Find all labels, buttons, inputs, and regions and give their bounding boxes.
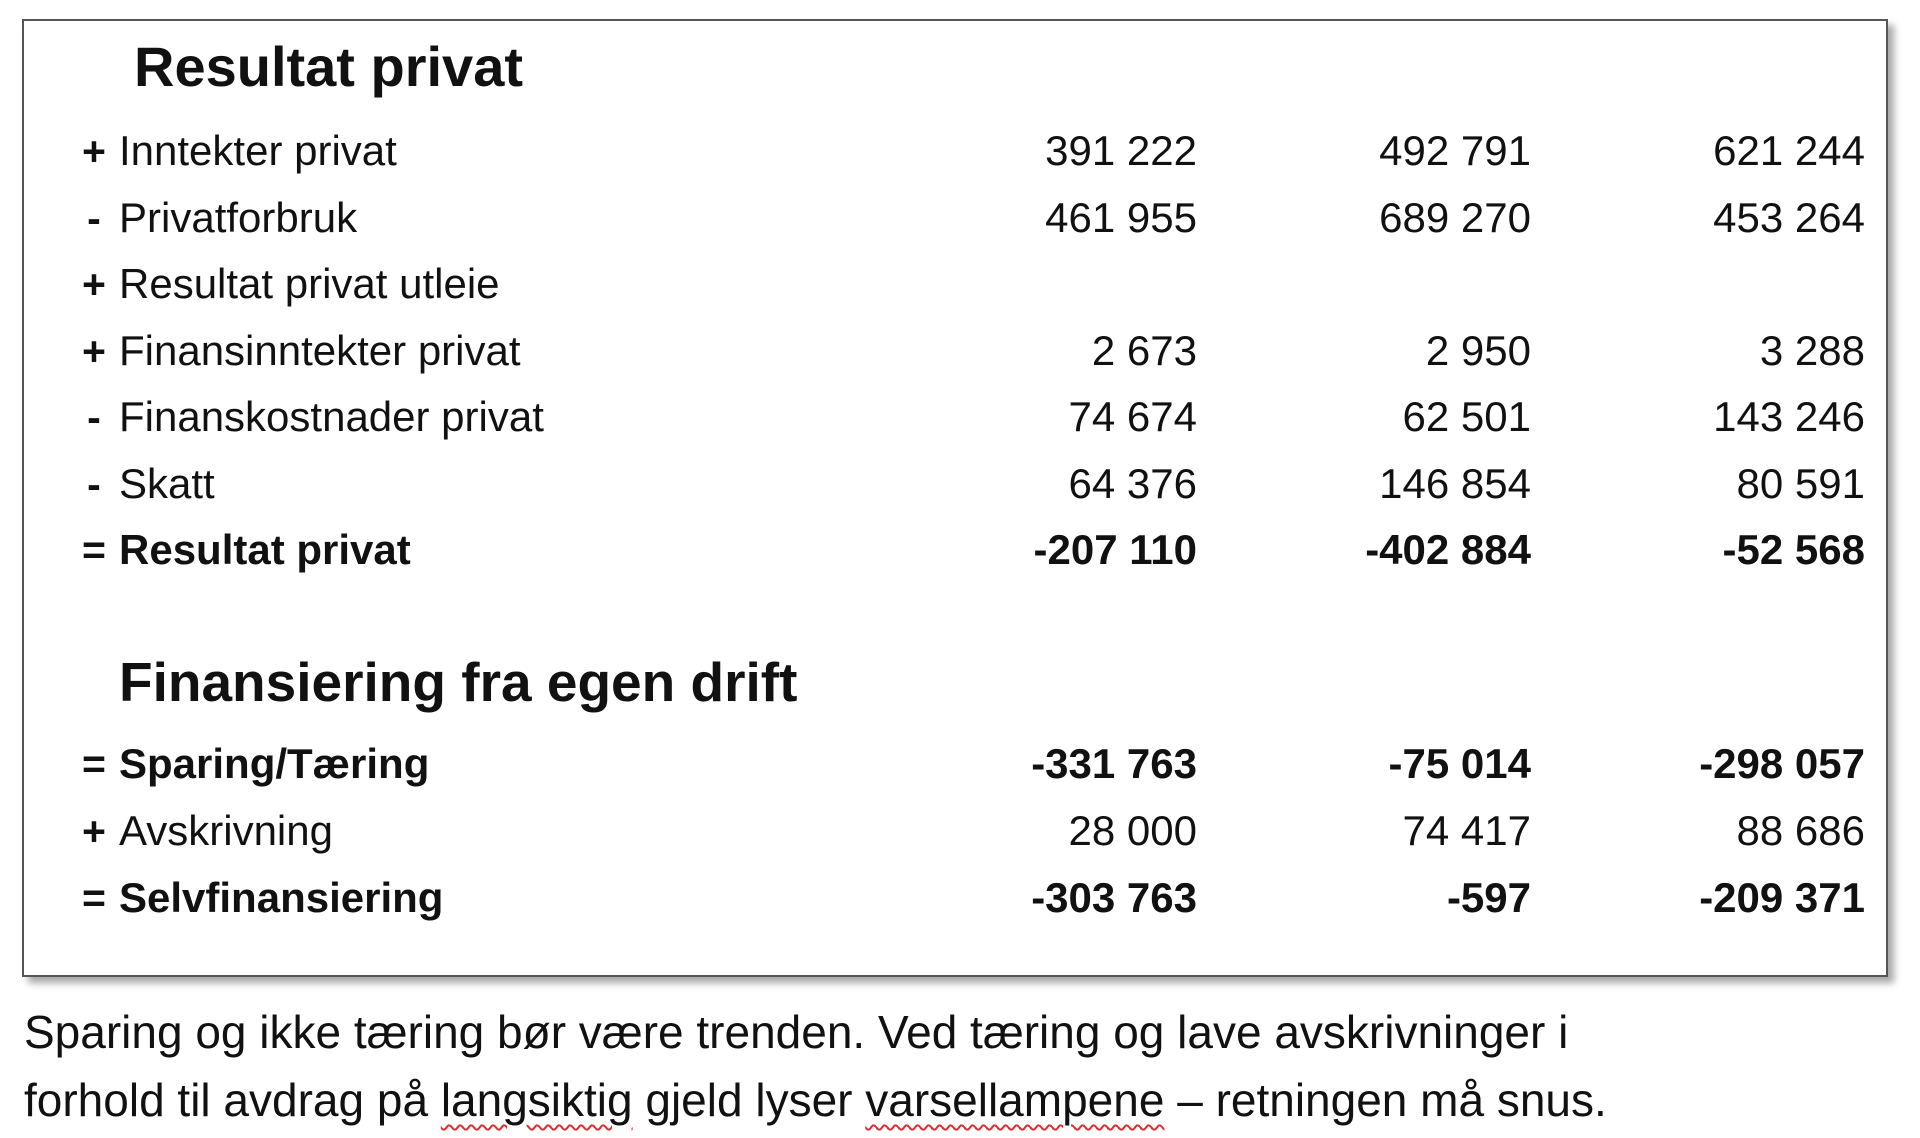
- table-row-total: [24, 734, 1886, 794]
- table-row: [24, 801, 1886, 861]
- row-value-col2: 146 854: [1379, 460, 1531, 507]
- row-value-col1: 64 376: [1068, 460, 1197, 507]
- row-label: Avskrivning: [119, 807, 333, 854]
- row-value-col2: 2 950: [1425, 327, 1531, 374]
- row-sign: =: [82, 527, 106, 573]
- row-value-col3: 80 591: [1736, 460, 1865, 507]
- table-row-total: [24, 520, 1886, 580]
- row-value-col1: -207 110: [1033, 526, 1197, 573]
- row-value-col1: 28 000: [1068, 807, 1197, 854]
- spellcheck-word: varsellampene: [865, 1074, 1165, 1126]
- row-value-col3: 621 244: [1713, 127, 1865, 174]
- row-sign: +: [82, 128, 106, 174]
- row-label: Skatt: [119, 460, 215, 507]
- row-value-col2: 74 417: [1402, 807, 1531, 854]
- table-row: [24, 121, 1886, 181]
- row-value-col2: -597: [1446, 874, 1531, 921]
- section-title-finansiering: Finansiering fra egen drift: [119, 651, 798, 713]
- caption-line-1: Sparing og ikke tæring bør være trenden. Ved tæring og lave avskrivninger i: [24, 1006, 1569, 1058]
- row-value-col2: 62 501: [1402, 393, 1531, 440]
- row-value-col3: 453 264: [1713, 194, 1865, 241]
- row-label: Selvfinansiering: [119, 874, 444, 921]
- row-sign: +: [82, 808, 106, 854]
- caption-line-2: [24, 1066, 1607, 1134]
- row-value-col2: -75 014: [1388, 740, 1531, 787]
- row-value-col1: 461 955: [1045, 194, 1197, 241]
- row-value-col2: 689 270: [1379, 194, 1531, 241]
- row-value-col3: 143 246: [1713, 393, 1865, 440]
- row-value-col3: -298 057: [1699, 740, 1865, 787]
- caption-segment: forhold til avdrag på: [24, 1074, 441, 1126]
- row-label: Sparing/Tæring: [119, 740, 430, 787]
- financial-summary-panel: [22, 19, 1888, 977]
- table-row: [24, 387, 1886, 447]
- table-row: [24, 254, 1886, 314]
- row-label: Privatforbruk: [119, 194, 358, 241]
- section-title-resultat-privat: Resultat privat: [134, 35, 523, 98]
- row-value-col3: 3 288: [1759, 327, 1865, 374]
- row-value-col2: -402 884: [1365, 526, 1531, 573]
- row-label: Resultat privat utleie: [119, 260, 500, 307]
- row-value-col1: 2 673: [1091, 327, 1197, 374]
- row-value-col1: 74 674: [1068, 393, 1197, 440]
- spellcheck-word: langsiktig: [440, 1074, 633, 1126]
- row-label: Finanskostnader privat: [119, 393, 544, 440]
- row-sign: =: [82, 875, 106, 921]
- row-value-col3: -209 371: [1699, 874, 1865, 921]
- row-value-col1: -303 763: [1031, 874, 1197, 921]
- table-row: [24, 188, 1886, 248]
- row-sign: -: [87, 195, 101, 241]
- row-label: Inntekter privat: [119, 127, 397, 174]
- table-row: [24, 454, 1886, 514]
- table-row-total: [24, 868, 1886, 928]
- row-value-col3: 88 686: [1736, 807, 1865, 854]
- row-label: Resultat privat: [119, 526, 411, 573]
- row-value-col2: 492 791: [1379, 127, 1531, 174]
- caption-text: [24, 998, 1607, 1134]
- caption-segment: gjeld lyser: [632, 1074, 866, 1126]
- row-sign: -: [87, 394, 101, 440]
- row-sign: +: [82, 328, 106, 374]
- row-value-col1: 391 222: [1045, 127, 1197, 174]
- row-value-col3: -52 568: [1722, 526, 1865, 573]
- table-row: [24, 321, 1886, 381]
- row-label: Finansinntekter privat: [119, 327, 521, 374]
- row-value-col1: -331 763: [1031, 740, 1197, 787]
- row-sign: +: [82, 261, 106, 307]
- caption-segment: – retningen må snus.: [1164, 1074, 1607, 1126]
- row-sign: =: [82, 741, 106, 787]
- row-sign: -: [87, 461, 101, 507]
